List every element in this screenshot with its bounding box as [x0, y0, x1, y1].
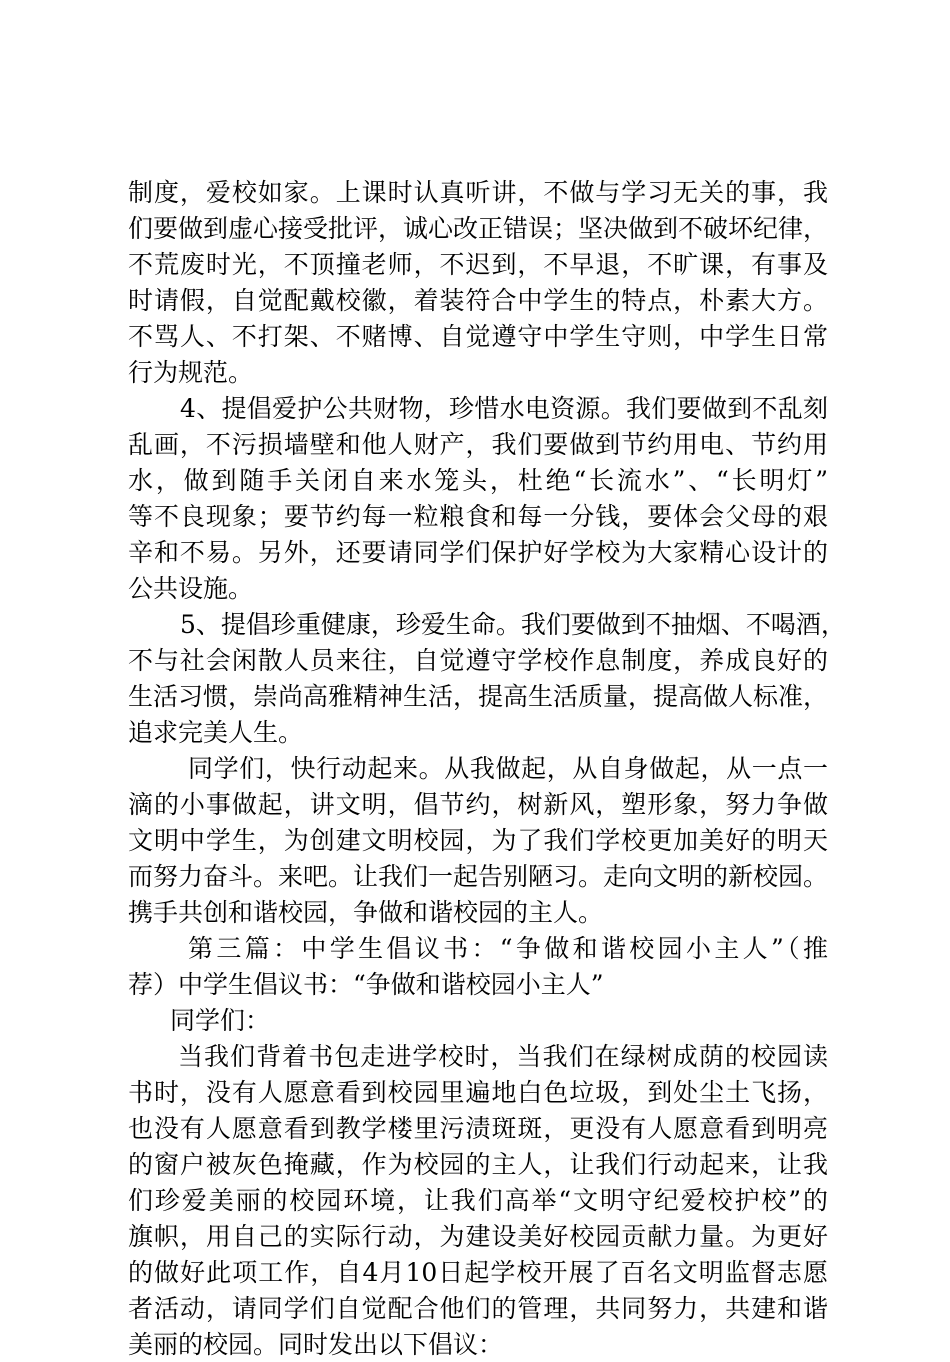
paragraph-5-first-line: 5、提倡珍重健康，珍爱生命。我们要做到不抽烟、不喝酒， [180, 610, 846, 639]
text-line: 书时，没有人愿意看到校园里遍地白色垃圾，到处尘土飞扬， [128, 1078, 828, 1107]
text-line: 文明中学生，为创建文明校园，为了我们学校更加美好的明天 [128, 826, 828, 855]
text-line: 不骂人、不打架、不赌博、自觉遵守中学生守则，中学生日常 [128, 322, 828, 351]
paragraph-4-first-line: 4、提倡爱护公共财物，珍惜水电资源。我们要做到不乱刻 [180, 394, 828, 423]
section-heading-continued: 荐）中学生倡议书：“争做和谐校园小主人” [128, 970, 604, 999]
text-line: 美丽的校园。同时发出以下倡议： [128, 1330, 504, 1359]
text-line: 水，做到随手关闭自来水笼头，杜绝“长流水”、“长明灯” [128, 466, 828, 495]
text-line: 时请假，自觉配戴校徽，着装符合中学生的特点，朴素大方。 [128, 286, 828, 315]
text-line: 而努力奋斗。来吧。让我们一起告别陋习。走向文明的新校园。 [128, 862, 829, 891]
salutation: 同学们： [170, 1006, 271, 1035]
text-line: 辛和不易。另外，还要请同学们保护好学校为大家精心设计的 [128, 538, 828, 567]
text-line: 们要做到虚心接受批评，诚心改正错误；坚决做到不破坏纪律， [128, 214, 829, 243]
text-line: 携手共创和谐校园，争做和谐校园的主人。 [128, 898, 604, 927]
text-line: 追求完美人生。 [128, 718, 304, 747]
section-heading: 第三篇：中学生倡议书：“争做和谐校园小主人”（推 [188, 934, 828, 963]
paragraph-first-line: 同学们，快行动起来。从我做起，从自身做起，从一点一 [188, 754, 828, 783]
text-line: 们珍爱美丽的校园环境，让我们高举“文明守纪爱校护校”的 [128, 1186, 828, 1215]
text-line: 行为规范。 [128, 358, 254, 387]
text-line: 等不良现象；要节约每一粒粮食和每一分钱，要体会父母的艰 [128, 502, 828, 531]
paragraph-first-line: 当我们背着书包走进学校时，当我们在绿树成荫的校园读 [178, 1042, 828, 1071]
text-line: 的做好此项工作，自4月10日起学校开展了百名文明监督志愿 [128, 1258, 828, 1287]
text-line: 不与社会闲散人员来往，自觉遵守学校作息制度，养成良好的 [128, 646, 828, 675]
text-line: 乱画，不污损墙壁和他人财产，我们要做到节约用电、节约用 [128, 430, 828, 459]
text-line: 滴的小事做起，讲文明，倡节约，树新风，塑形象，努力争做 [128, 790, 828, 819]
text-line: 生活习惯，崇尚高雅精神生活，提高生活质量，提高做人标准， [128, 682, 829, 711]
text-line: 制度，爱校如家。上课时认真听讲，不做与学习无关的事，我 [128, 178, 828, 207]
text-line: 旗帜，用自己的实际行动，为建设美好校园贡献力量。为更好 [128, 1222, 828, 1251]
text-line: 公共设施。 [128, 574, 254, 603]
text-line: 者活动，请同学们自觉配合他们的管理，共同努力，共建和谐 [128, 1294, 828, 1323]
text-line: 不荒废时光，不顶撞老师，不迟到，不早退，不旷课，有事及 [128, 250, 828, 279]
text-line: 的窗户被灰色掩藏，作为校园的主人，让我们行动起来，让我 [128, 1150, 828, 1179]
text-line: 也没有人愿意看到教学楼里污渍斑斑，更没有人愿意看到明亮 [128, 1114, 828, 1143]
